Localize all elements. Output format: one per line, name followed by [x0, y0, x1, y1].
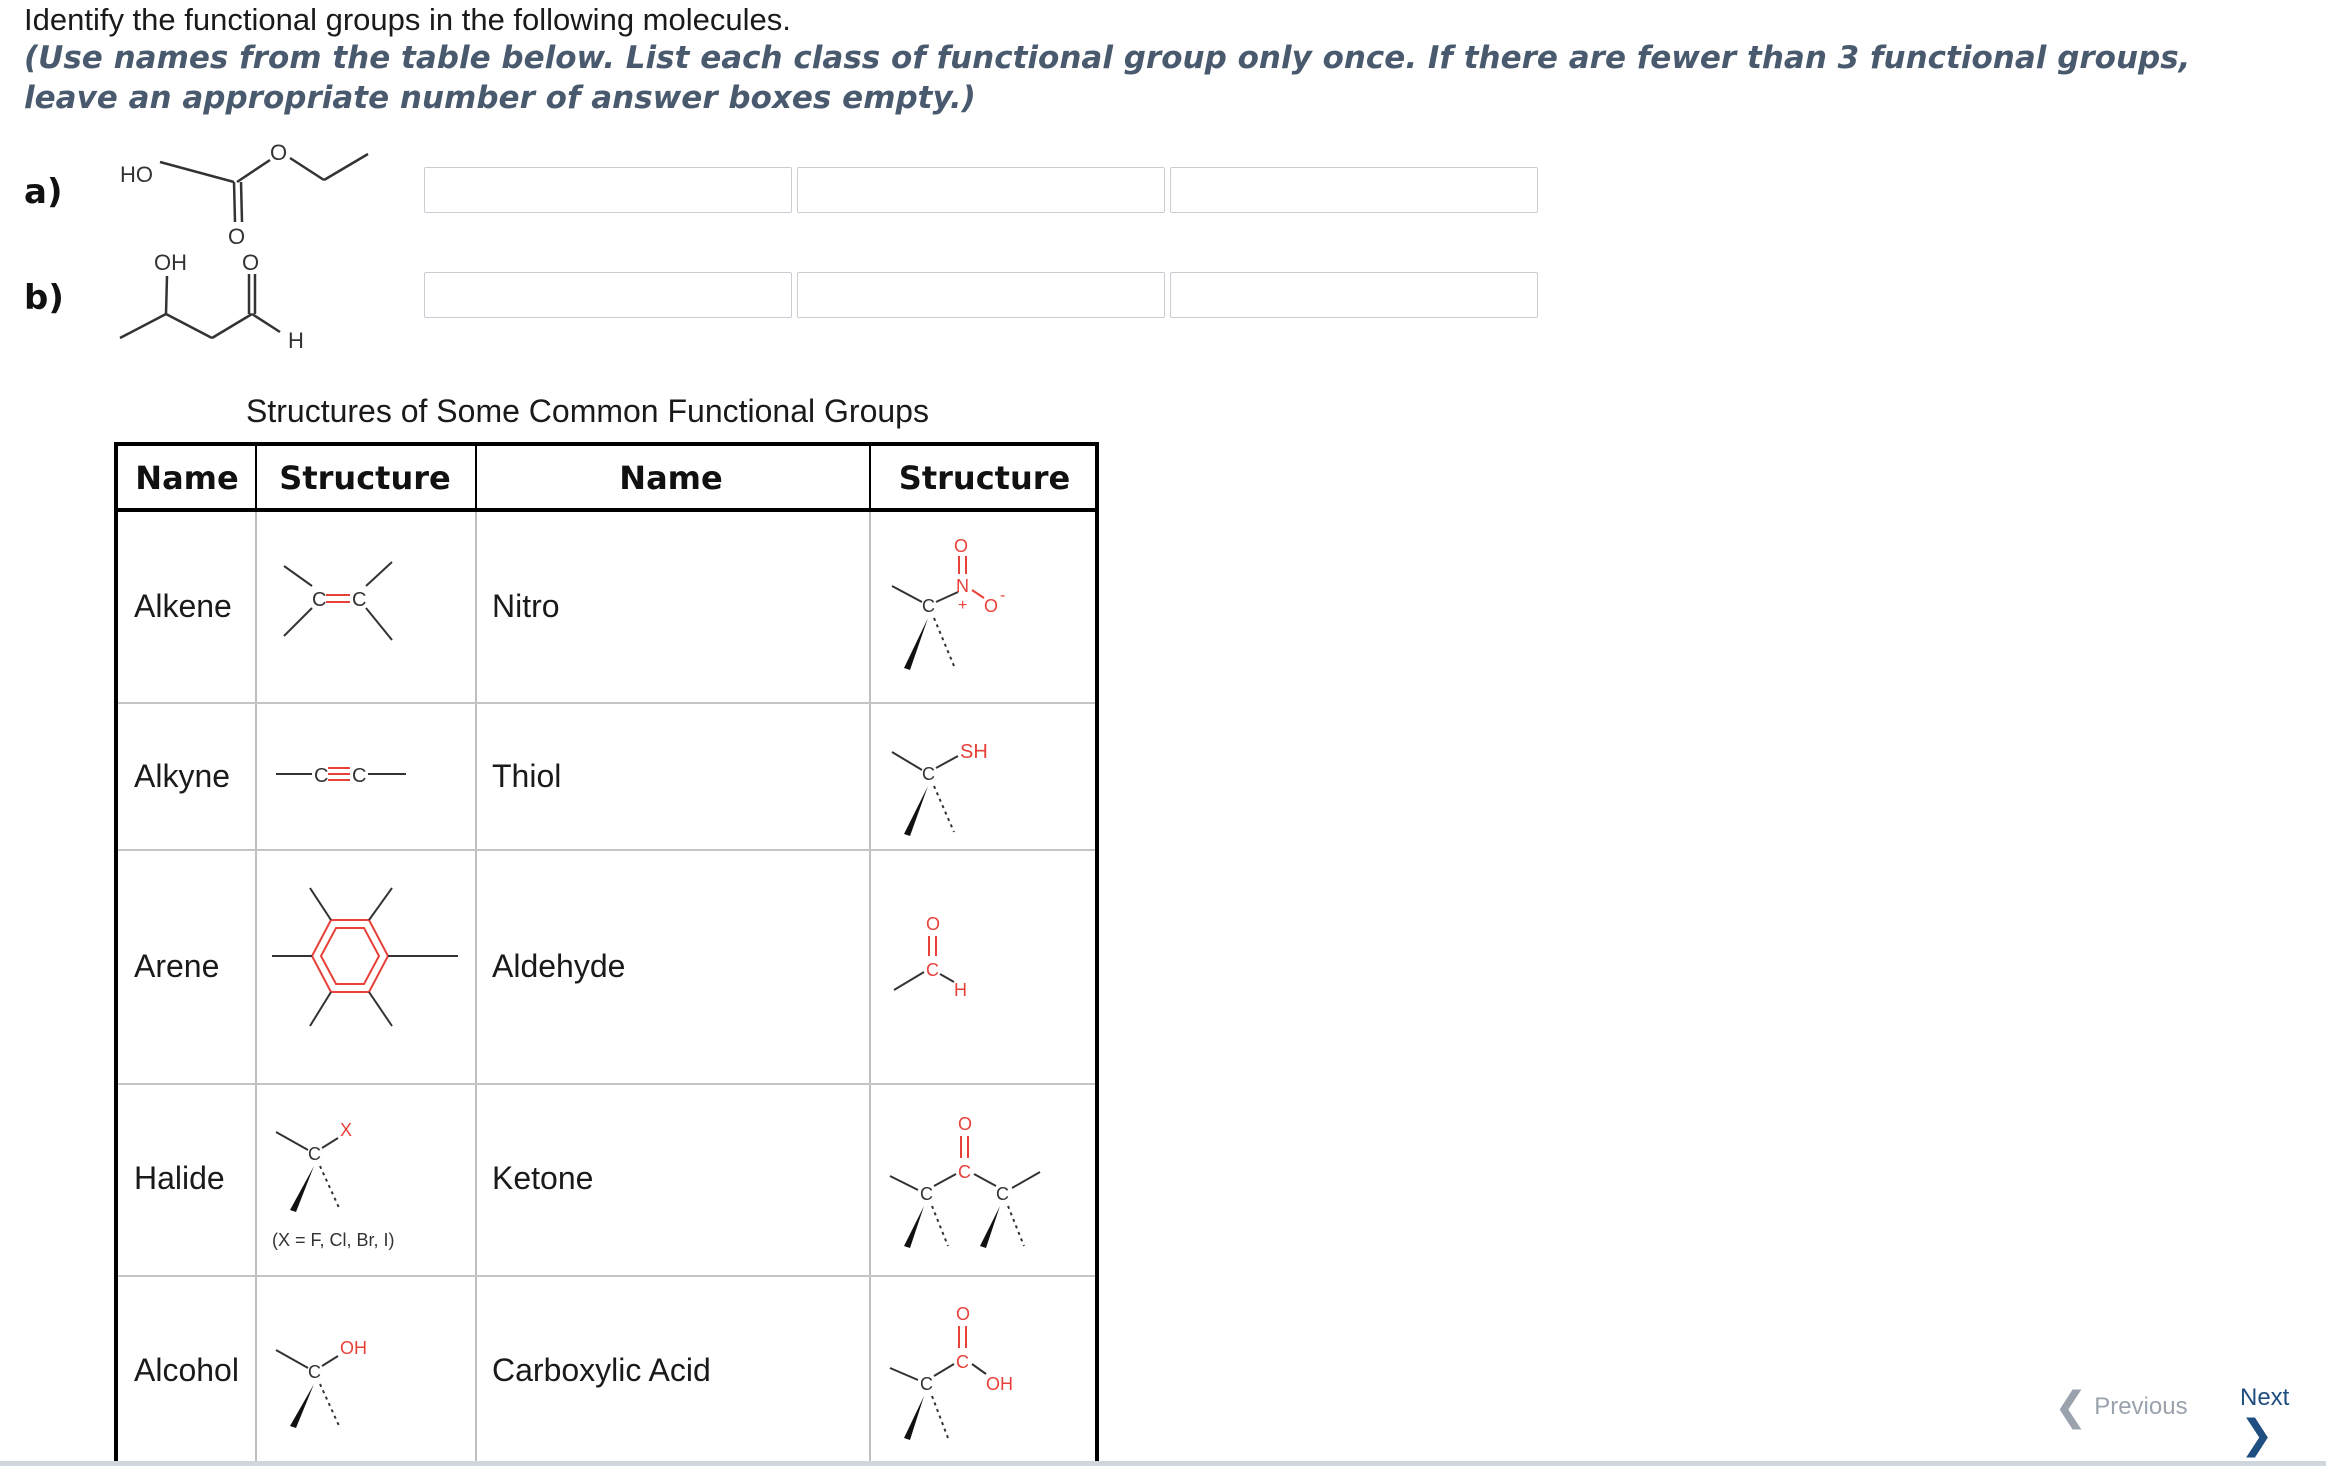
alkyne-structure [268, 746, 468, 806]
chevron-left-icon: ❮ [2054, 1385, 2088, 1429]
header-name-left: Name [135, 459, 239, 497]
row-divider [118, 1275, 1095, 1277]
arene-structure [268, 866, 468, 1066]
svg-text:H: H [954, 980, 967, 1000]
molecule-b-carbonyl-o: O [242, 250, 260, 275]
svg-text:O: O [956, 1304, 971, 1324]
halide-note: (X = F, Cl, Br, I) [272, 1230, 395, 1250]
cell-halide: Halide [134, 1160, 225, 1196]
svg-text:N: N [956, 576, 969, 596]
next-button[interactable] [2240, 1384, 2326, 1458]
cell-nitro: Nitro [492, 588, 560, 624]
part-b-label: b) [24, 278, 64, 318]
svg-text:X: X [340, 1120, 353, 1140]
cell-alkyne: Alkyne [134, 758, 231, 794]
header-name-right: Name [619, 459, 723, 497]
aldehyde-structure [882, 906, 1082, 1026]
svg-text:O: O [926, 914, 941, 934]
svg-text:C: C [308, 1144, 321, 1164]
alcohol-structure [268, 1326, 468, 1456]
answer-b-3[interactable] [1170, 272, 1538, 318]
cell-alkene: Alkene [134, 588, 232, 624]
divider [475, 446, 477, 512]
answer-b-1[interactable] [424, 272, 792, 318]
divider [255, 446, 257, 512]
thiol-structure [882, 724, 1082, 844]
row-divider [118, 1083, 1095, 1085]
svg-text:C: C [308, 1362, 321, 1382]
svg-text:O: O [984, 596, 999, 616]
answer-a-3[interactable] [1170, 167, 1538, 213]
nitro-structure [882, 536, 1082, 686]
svg-text:C: C [920, 1184, 933, 1204]
chevron-right-icon: ❯ [2240, 1413, 2274, 1457]
svg-text:OH: OH [986, 1374, 1013, 1394]
table-title: Structures of Some Common Functional Groups [246, 393, 929, 429]
svg-text:OH: OH [340, 1338, 367, 1358]
molecule-a-carbonyl-o: O [228, 224, 246, 249]
svg-text:C: C [922, 764, 935, 784]
alkene-structure [268, 556, 468, 656]
svg-text:O: O [958, 1114, 973, 1134]
answer-a-1[interactable] [424, 167, 792, 213]
svg-text:O: O [954, 536, 969, 556]
svg-text:C: C [926, 960, 939, 980]
divider [475, 446, 477, 1466]
cell-aldehyde: Aldehyde [492, 948, 626, 984]
cell-arene: Arene [134, 948, 220, 984]
header-structure-left: Structure [279, 459, 451, 497]
functional-groups-table [114, 442, 1099, 1466]
cell-ketone: Ketone [492, 1160, 594, 1196]
divider [255, 446, 257, 1466]
next-label: Next [2240, 1384, 2290, 1411]
svg-text:C: C [312, 589, 327, 611]
svg-text:+: + [958, 597, 968, 614]
question-hint: (Use names from the table below. List each class of functional group only once. If there are fewer than 3 functional groups, leave an appropriate number of answer boxes empty.) [24, 40, 2191, 116]
svg-text:C: C [352, 589, 367, 611]
svg-text:C: C [956, 1352, 969, 1372]
svg-text:C: C [922, 596, 935, 616]
answer-a-2[interactable] [797, 167, 1165, 213]
svg-text:C: C [958, 1162, 971, 1182]
molecule-a-ester-o: O [270, 140, 288, 165]
part-a-label: a) [24, 172, 63, 212]
carboxylic-acid-structure [882, 1296, 1082, 1466]
svg-text:C: C [352, 765, 367, 787]
halide-structure [268, 1106, 468, 1256]
molecule-b-oh: OH [154, 250, 187, 275]
header-structure-right: Structure [898, 459, 1071, 497]
molecule-a [110, 140, 380, 250]
svg-text:C: C [996, 1184, 1009, 1204]
svg-text:C: C [314, 765, 329, 787]
cell-carboxylic-acid: Carboxylic Acid [492, 1352, 711, 1388]
ketone-structure [882, 1106, 1092, 1256]
molecule-a-ho: HO [120, 162, 153, 187]
cell-thiol: Thiol [492, 758, 562, 794]
molecule-b [110, 242, 320, 352]
svg-text:SH: SH [960, 741, 988, 763]
bottom-bar [0, 1461, 2326, 1466]
previous-button[interactable] [2054, 1384, 2188, 1430]
answer-b-2[interactable] [797, 272, 1165, 318]
question-prompt: Identify the functional groups in the following molecules. [24, 2, 791, 37]
svg-text:C: C [920, 1374, 933, 1394]
svg-text:-: - [1000, 587, 1006, 604]
row-divider [118, 849, 1095, 851]
previous-label: Previous [2094, 1393, 2188, 1420]
molecule-b-h: H [288, 328, 304, 352]
divider [869, 446, 871, 512]
row-divider [118, 702, 1095, 704]
cell-alcohol: Alcohol [134, 1352, 239, 1388]
header-rule [118, 508, 1095, 512]
divider [869, 446, 871, 1466]
